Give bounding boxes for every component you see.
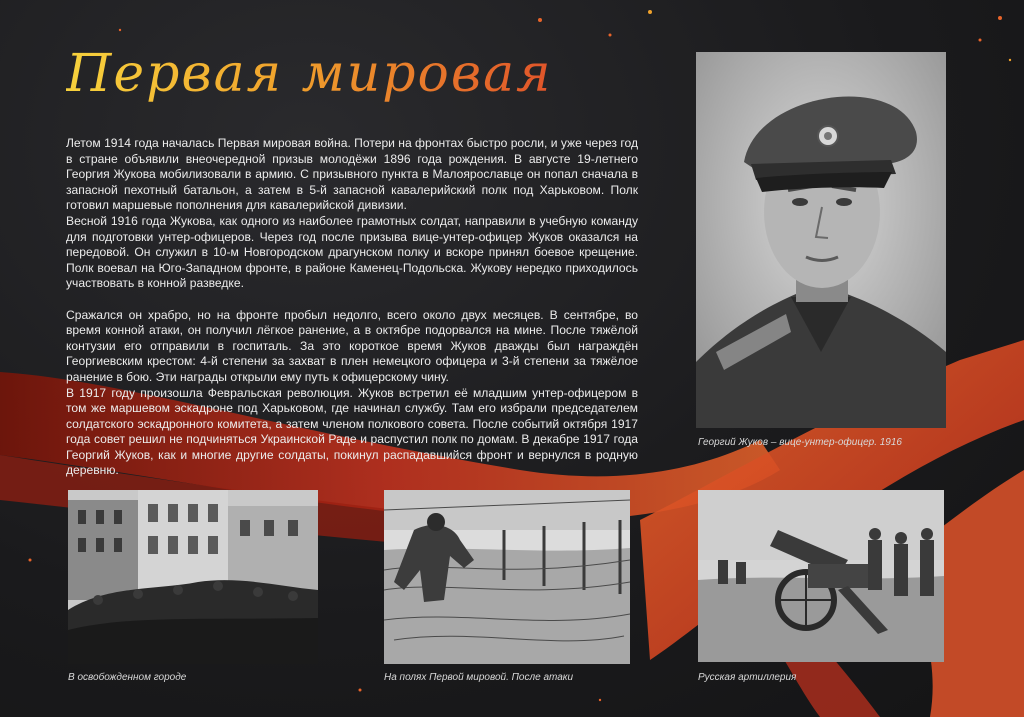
city-caption: В освобожденном городе: [68, 672, 187, 683]
portrait-caption: Георгий Жуков – вице-унтер-офицер. 1916: [698, 437, 902, 448]
paragraph-1: Летом 1914 года началась Первая мировая война. Потери на фронтах быстро росли, и уже через год в стране объявили внеочередной призыв молодёжи 1896 года рождения. В августе 19-летнего Георгия Жукова мобилизовали в армию. С призывного пункта в Малоярославце он попал сначала в запасной пехотный батальон, а затем в 5-й запасной кавалерийский полк под Харьковом. Полк готовил маршевые пополнения для кавалерийской дивизии.: [66, 136, 638, 213]
article-body: [66, 136, 638, 479]
paragraph-3: Сражался он храбро, но на фронте пробыл недолго, всего около двух месяцев. В сентябре, во время конной атаки, он получил лёгкое ранение, а в октябре подорвался на мине. После тяжёлой контузии его отправили в госпиталь. За это короткое время Жуков дважды был награждён Георгиевским крестом: 4-й степени за захват в плен немецкого офицера и 3-й степени за тяжёлое ранение в бою. Эти награды открыли ему путь к офицерскому чину.: [66, 307, 638, 384]
portrait-photo: [696, 52, 946, 428]
battlefield-caption: На полях Первой мировой. После атаки: [384, 672, 574, 683]
artillery-photo: [698, 490, 944, 662]
paragraph-4: В 1917 году произошла Февральская революция. Жуков встретил её младшим унтер-офицером в том же маршевом эскадроне под Харьковом, где начинал службу. Там его избрали председателем солдатского эскадронного комитета, а затем членом полкового совета. После событий октября 1917 года совет решил не подчиняться Украинской Раде и распустил полк по домам. В декабре 1917 года Георгий Жуков, как и многие другие солдаты, покинул распадавшийся фронт и вернулся в родную деревню.: [66, 385, 638, 478]
battlefield-photo: [384, 490, 630, 664]
city-photo: [68, 490, 318, 664]
page-title: Первая мировая: [66, 44, 553, 104]
paragraph-2: Весной 1916 года Жукова, как одного из наиболее грамотных солдат, направили в учебную команду для подготовки унтер-офицеров. Через год после призыва вице-унтер-офицер Жуков оказался на передовой. Он служил в 10-м Новгородском драгунском полку и вскоре принял боевое крещение. Полк воевал на Юго-Западном фронте, в районе Каменец-Подольска. Жукову нередко приходилось участвовать в конной разведке.: [66, 213, 638, 291]
artillery-caption: Русская артиллерия: [698, 672, 797, 683]
